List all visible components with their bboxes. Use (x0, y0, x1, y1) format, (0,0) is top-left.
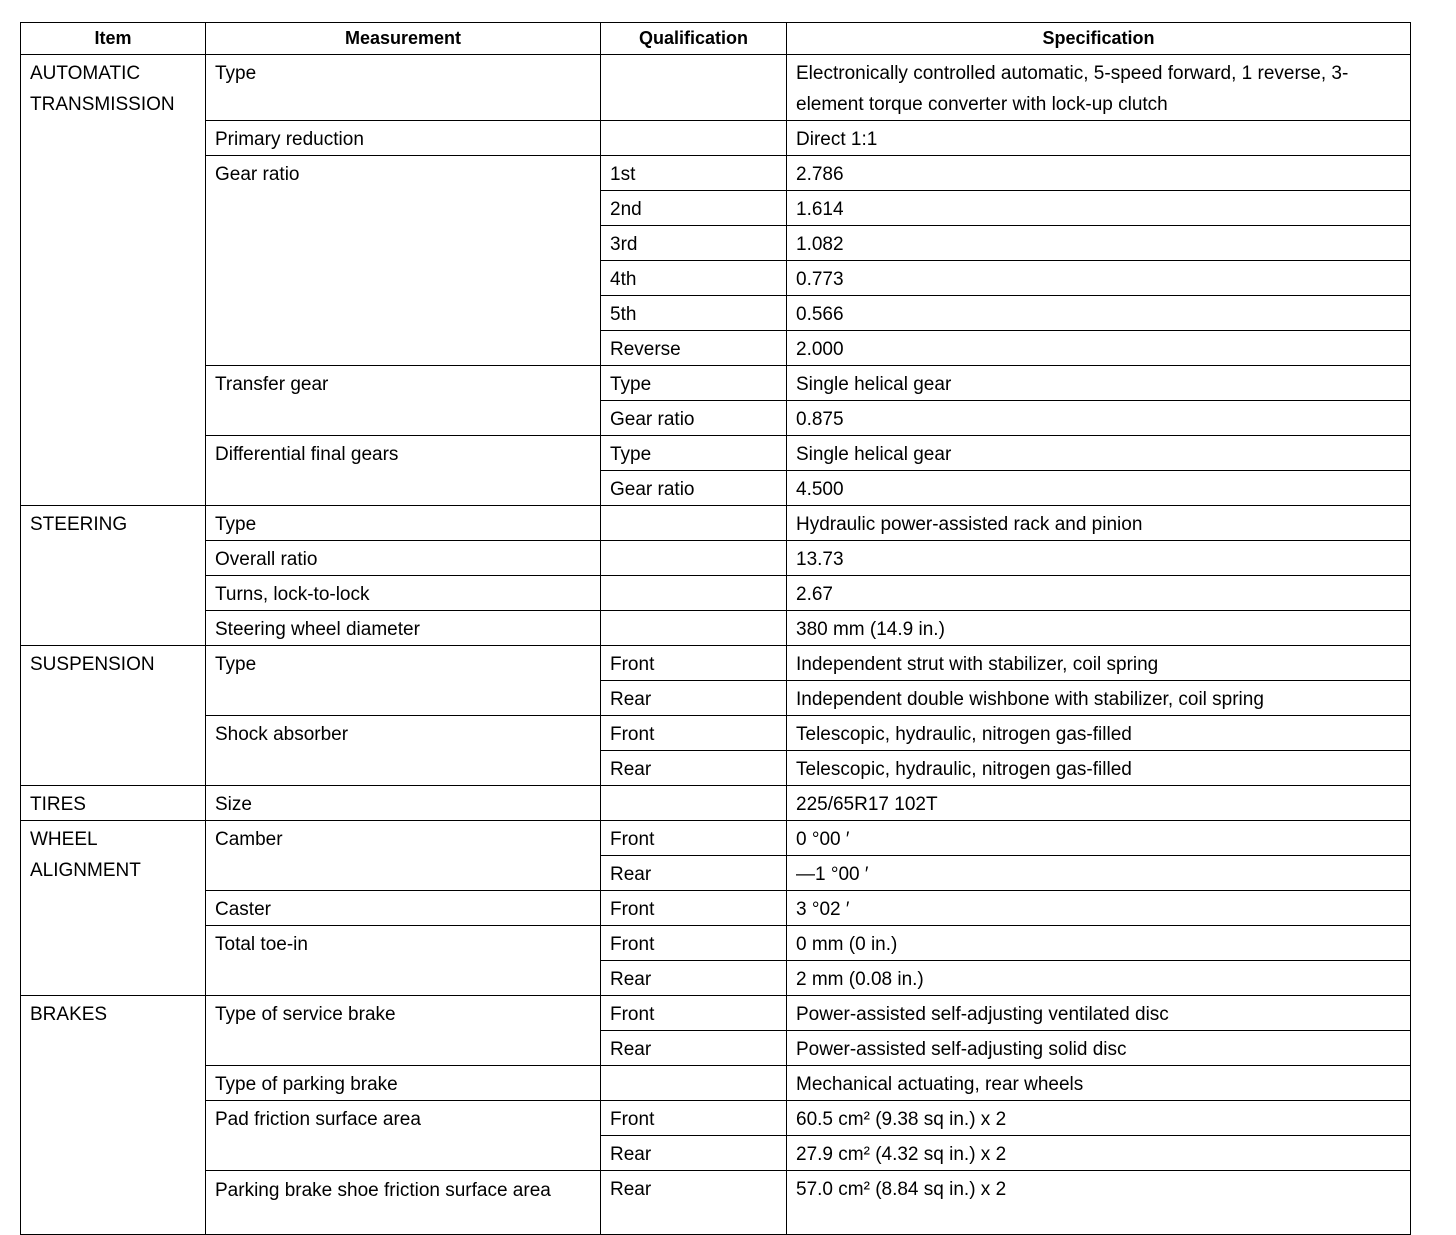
specifications-table (20, 22, 1411, 1235)
measurement-cell (206, 611, 601, 646)
header-qualification: Qualification (601, 23, 787, 55)
qualification-cell-text: Front (610, 724, 655, 745)
specification-cell (787, 506, 1411, 541)
qualification-cell (601, 576, 787, 611)
measurement-cell-text: Type (215, 514, 257, 535)
measurement-cell (206, 891, 601, 926)
specification-cell-text: 60.5 cm² (9.38 sq in.) x 2 (796, 1109, 1007, 1130)
measurement-cell (206, 821, 601, 891)
qualification-cell-text: Rear (610, 1144, 652, 1165)
specification-cell (787, 646, 1411, 681)
qualification-cell (601, 821, 787, 856)
table-row (21, 786, 1411, 821)
measurement-cell-text: Gear ratio (215, 164, 300, 185)
measurement-cell (206, 716, 601, 786)
qualification-cell (601, 261, 787, 296)
specification-cell (787, 471, 1411, 506)
table-row (21, 436, 1411, 471)
measurement-cell-text: Steering wheel diameter (215, 619, 420, 640)
qualification-cell-text: Rear (610, 759, 652, 780)
specification-cell-text: Independent double wishbone with stabilizer, coil spring (796, 689, 1264, 710)
qualification-cell-text: 3rd (610, 234, 638, 255)
table-row (21, 891, 1411, 926)
specification-cell-text: 0 °00 ′ (796, 829, 850, 850)
specification-cell-text: Electronically controlled automatic, 5-speed forward, 1 reverse, 3-element torque converter with lock-up clutch (796, 63, 1349, 115)
qualification-cell (601, 646, 787, 681)
qualification-cell (601, 436, 787, 471)
specification-cell (787, 1066, 1411, 1101)
measurement-cell-text: Differential final gears (215, 444, 399, 465)
qualification-cell (601, 226, 787, 261)
qualification-cell (601, 1101, 787, 1136)
qualification-cell-text: Front (610, 899, 655, 920)
qualification-cell (601, 55, 787, 121)
measurement-cell-text: Pad friction surface area (215, 1109, 421, 1130)
specification-cell (787, 716, 1411, 751)
item-cell-text: TIRES (30, 794, 86, 815)
qualification-cell-text: Rear (610, 689, 652, 710)
qualification-cell (601, 1136, 787, 1171)
qualification-cell (601, 156, 787, 191)
specification-cell-text: 4.500 (796, 479, 844, 500)
header-specification: Specification (787, 23, 1411, 55)
item-cell (21, 996, 206, 1235)
item-cell-text: SUSPENSION (30, 654, 155, 675)
specification-cell (787, 55, 1411, 121)
specification-cell-text: 3 °02 ′ (796, 899, 850, 920)
measurement-cell-text: Type of parking brake (215, 1074, 398, 1095)
qualification-cell-text: 4th (610, 269, 637, 290)
table-row (21, 1171, 1411, 1235)
header-row (21, 23, 1411, 55)
specification-cell-text: Mechanical actuating, rear wheels (796, 1074, 1084, 1095)
specification-cell-text: 380 mm (14.9 in.) (796, 619, 945, 640)
item-cell-text: BRAKES (30, 1004, 108, 1025)
item-cell (21, 506, 206, 646)
specification-cell (787, 611, 1411, 646)
table-row (21, 506, 1411, 541)
specification-cell (787, 1136, 1411, 1171)
specification-cell (787, 926, 1411, 961)
table-row (21, 55, 1411, 121)
specification-cell (787, 891, 1411, 926)
measurement-cell (206, 506, 601, 541)
specification-cell-text: Hydraulic power-assisted rack and pinion (796, 514, 1143, 535)
table-row (21, 1066, 1411, 1101)
measurement-cell (206, 576, 601, 611)
qualification-cell-text: Gear ratio (610, 479, 695, 500)
specification-cell (787, 401, 1411, 436)
measurement-cell-text: Total toe-in (215, 934, 308, 955)
measurement-cell-text: Overall ratio (215, 549, 318, 570)
specification-cell-text: Telescopic, hydraulic, nitrogen gas-filled (796, 759, 1132, 780)
specification-cell-text: Power-assisted self-adjusting solid disc (796, 1039, 1127, 1060)
qualification-cell-text: Rear (610, 1039, 652, 1060)
specification-cell-text: —1 °00 ′ (796, 864, 869, 885)
specification-cell-text: 2.000 (796, 339, 844, 360)
specification-cell (787, 751, 1411, 786)
measurement-cell (206, 1171, 601, 1235)
specification-cell (787, 856, 1411, 891)
table-row (21, 1101, 1411, 1136)
qualification-cell (601, 331, 787, 366)
qualification-cell (601, 1031, 787, 1066)
specification-cell (787, 681, 1411, 716)
measurement-cell-text: Transfer gear (215, 374, 329, 395)
table-row (21, 156, 1411, 191)
specification-cell-text: 2.786 (796, 164, 844, 185)
qualification-cell-text: 5th (610, 304, 637, 325)
table-body (21, 55, 1411, 1235)
table-row (21, 926, 1411, 961)
qualification-cell-text: Front (610, 934, 655, 955)
table-row (21, 576, 1411, 611)
qualification-cell (601, 751, 787, 786)
specification-cell (787, 821, 1411, 856)
measurement-cell-text: Shock absorber (215, 724, 349, 745)
qualification-cell (601, 401, 787, 436)
qualification-cell (601, 1171, 787, 1235)
specification-cell-text: Independent strut with stabilizer, coil spring (796, 654, 1159, 675)
specification-cell-text: 0.773 (796, 269, 844, 290)
measurement-cell (206, 121, 601, 156)
table-row (21, 121, 1411, 156)
measurement-cell (206, 926, 601, 996)
item-cell (21, 786, 206, 821)
measurement-cell (206, 156, 601, 366)
measurement-cell-text: Primary reduction (215, 129, 364, 150)
specification-cell (787, 1171, 1411, 1235)
table-row (21, 366, 1411, 401)
qualification-cell (601, 611, 787, 646)
measurement-cell (206, 1066, 601, 1101)
specification-cell-text: 1.614 (796, 199, 844, 220)
specification-cell (787, 436, 1411, 471)
specification-cell-text: 0 mm (0 in.) (796, 934, 898, 955)
specification-cell-text: Single helical gear (796, 374, 952, 395)
qualification-cell-text: 1st (610, 164, 636, 185)
measurement-cell-text: Size (215, 794, 252, 815)
table-row (21, 646, 1411, 681)
specification-cell (787, 366, 1411, 401)
specification-cell (787, 191, 1411, 226)
qualification-cell (601, 961, 787, 996)
measurement-cell (206, 996, 601, 1066)
specification-cell (787, 961, 1411, 996)
qualification-cell (601, 541, 787, 576)
qualification-cell-text: Front (610, 1109, 655, 1130)
specification-cell-text: 1.082 (796, 234, 844, 255)
qualification-cell-text: Rear (610, 1179, 652, 1200)
qualification-cell (601, 366, 787, 401)
measurement-cell-text: Caster (215, 899, 271, 920)
qualification-cell-text: Front (610, 829, 655, 850)
qualification-cell (601, 716, 787, 751)
item-cell-text: STEERING (30, 514, 128, 535)
specification-cell (787, 786, 1411, 821)
qualification-cell-text: Front (610, 1004, 655, 1025)
qualification-cell (601, 191, 787, 226)
specification-cell (787, 541, 1411, 576)
specification-cell-text: 0.875 (796, 409, 844, 430)
qualification-cell (601, 296, 787, 331)
specification-cell (787, 576, 1411, 611)
measurement-cell-text: Type of service brake (215, 1004, 396, 1025)
qualification-cell-text: Rear (610, 969, 652, 990)
measurement-cell (206, 786, 601, 821)
specification-cell-text: 13.73 (796, 549, 844, 570)
specification-cell-text: Single helical gear (796, 444, 952, 465)
measurement-cell (206, 55, 601, 121)
item-cell (21, 646, 206, 786)
qualification-cell (601, 121, 787, 156)
qualification-cell (601, 856, 787, 891)
measurement-cell-text: Parking brake shoe friction surface area (215, 1180, 551, 1201)
specification-cell (787, 121, 1411, 156)
item-cell-text: WHEEL ALIGNMENT (30, 829, 141, 881)
specification-cell-text: 225/65R17 102T (796, 794, 938, 815)
measurement-cell-text: Type (215, 63, 257, 84)
header-item: Item (21, 23, 206, 55)
measurement-cell (206, 1101, 601, 1171)
qualification-cell-text: Type (610, 374, 652, 395)
specification-cell (787, 261, 1411, 296)
specification-cell (787, 156, 1411, 191)
qualification-cell-text: Reverse (610, 339, 681, 360)
qualification-cell (601, 891, 787, 926)
measurement-cell (206, 541, 601, 576)
measurement-cell-text: Camber (215, 829, 283, 850)
qualification-cell-text: Rear (610, 864, 652, 885)
qualification-cell (601, 926, 787, 961)
qualification-cell-text: 2nd (610, 199, 642, 220)
table-row (21, 611, 1411, 646)
qualification-cell (601, 1066, 787, 1101)
qualification-cell (601, 681, 787, 716)
specification-cell-text: 57.0 cm² (8.84 sq in.) x 2 (796, 1179, 1007, 1200)
header-measurement: Measurement (206, 23, 601, 55)
specification-cell-text: Telescopic, hydraulic, nitrogen gas-filled (796, 724, 1132, 745)
measurement-cell-text: Turns, lock-to-lock (215, 584, 370, 605)
specification-cell (787, 1101, 1411, 1136)
specification-cell (787, 996, 1411, 1031)
measurement-cell (206, 646, 601, 716)
table-row (21, 996, 1411, 1031)
specification-cell-text: Power-assisted self-adjusting ventilated disc (796, 1004, 1169, 1025)
measurement-cell (206, 366, 601, 436)
specification-cell (787, 226, 1411, 261)
specification-cell-text: 2 mm (0.08 in.) (796, 969, 924, 990)
item-cell (21, 55, 206, 506)
qualification-cell (601, 471, 787, 506)
specification-cell (787, 331, 1411, 366)
specification-cell-text: 27.9 cm² (4.32 sq in.) x 2 (796, 1144, 1007, 1165)
qualification-cell (601, 786, 787, 821)
specification-cell-text: 0.566 (796, 304, 844, 325)
qualification-cell-text: Type (610, 444, 652, 465)
table-row (21, 716, 1411, 751)
measurement-cell-text: Type (215, 654, 257, 675)
measurement-cell (206, 436, 601, 506)
item-cell-text: AUTOMATIC TRANSMISSION (30, 63, 175, 115)
item-cell (21, 821, 206, 996)
specification-cell-text: 2.67 (796, 584, 833, 605)
specification-cell (787, 1031, 1411, 1066)
specification-cell-text: Direct 1:1 (796, 129, 878, 150)
table-row (21, 821, 1411, 856)
table-row (21, 541, 1411, 576)
qualification-cell-text: Front (610, 654, 655, 675)
qualification-cell (601, 996, 787, 1031)
qualification-cell (601, 506, 787, 541)
qualification-cell-text: Gear ratio (610, 409, 695, 430)
specification-cell (787, 296, 1411, 331)
